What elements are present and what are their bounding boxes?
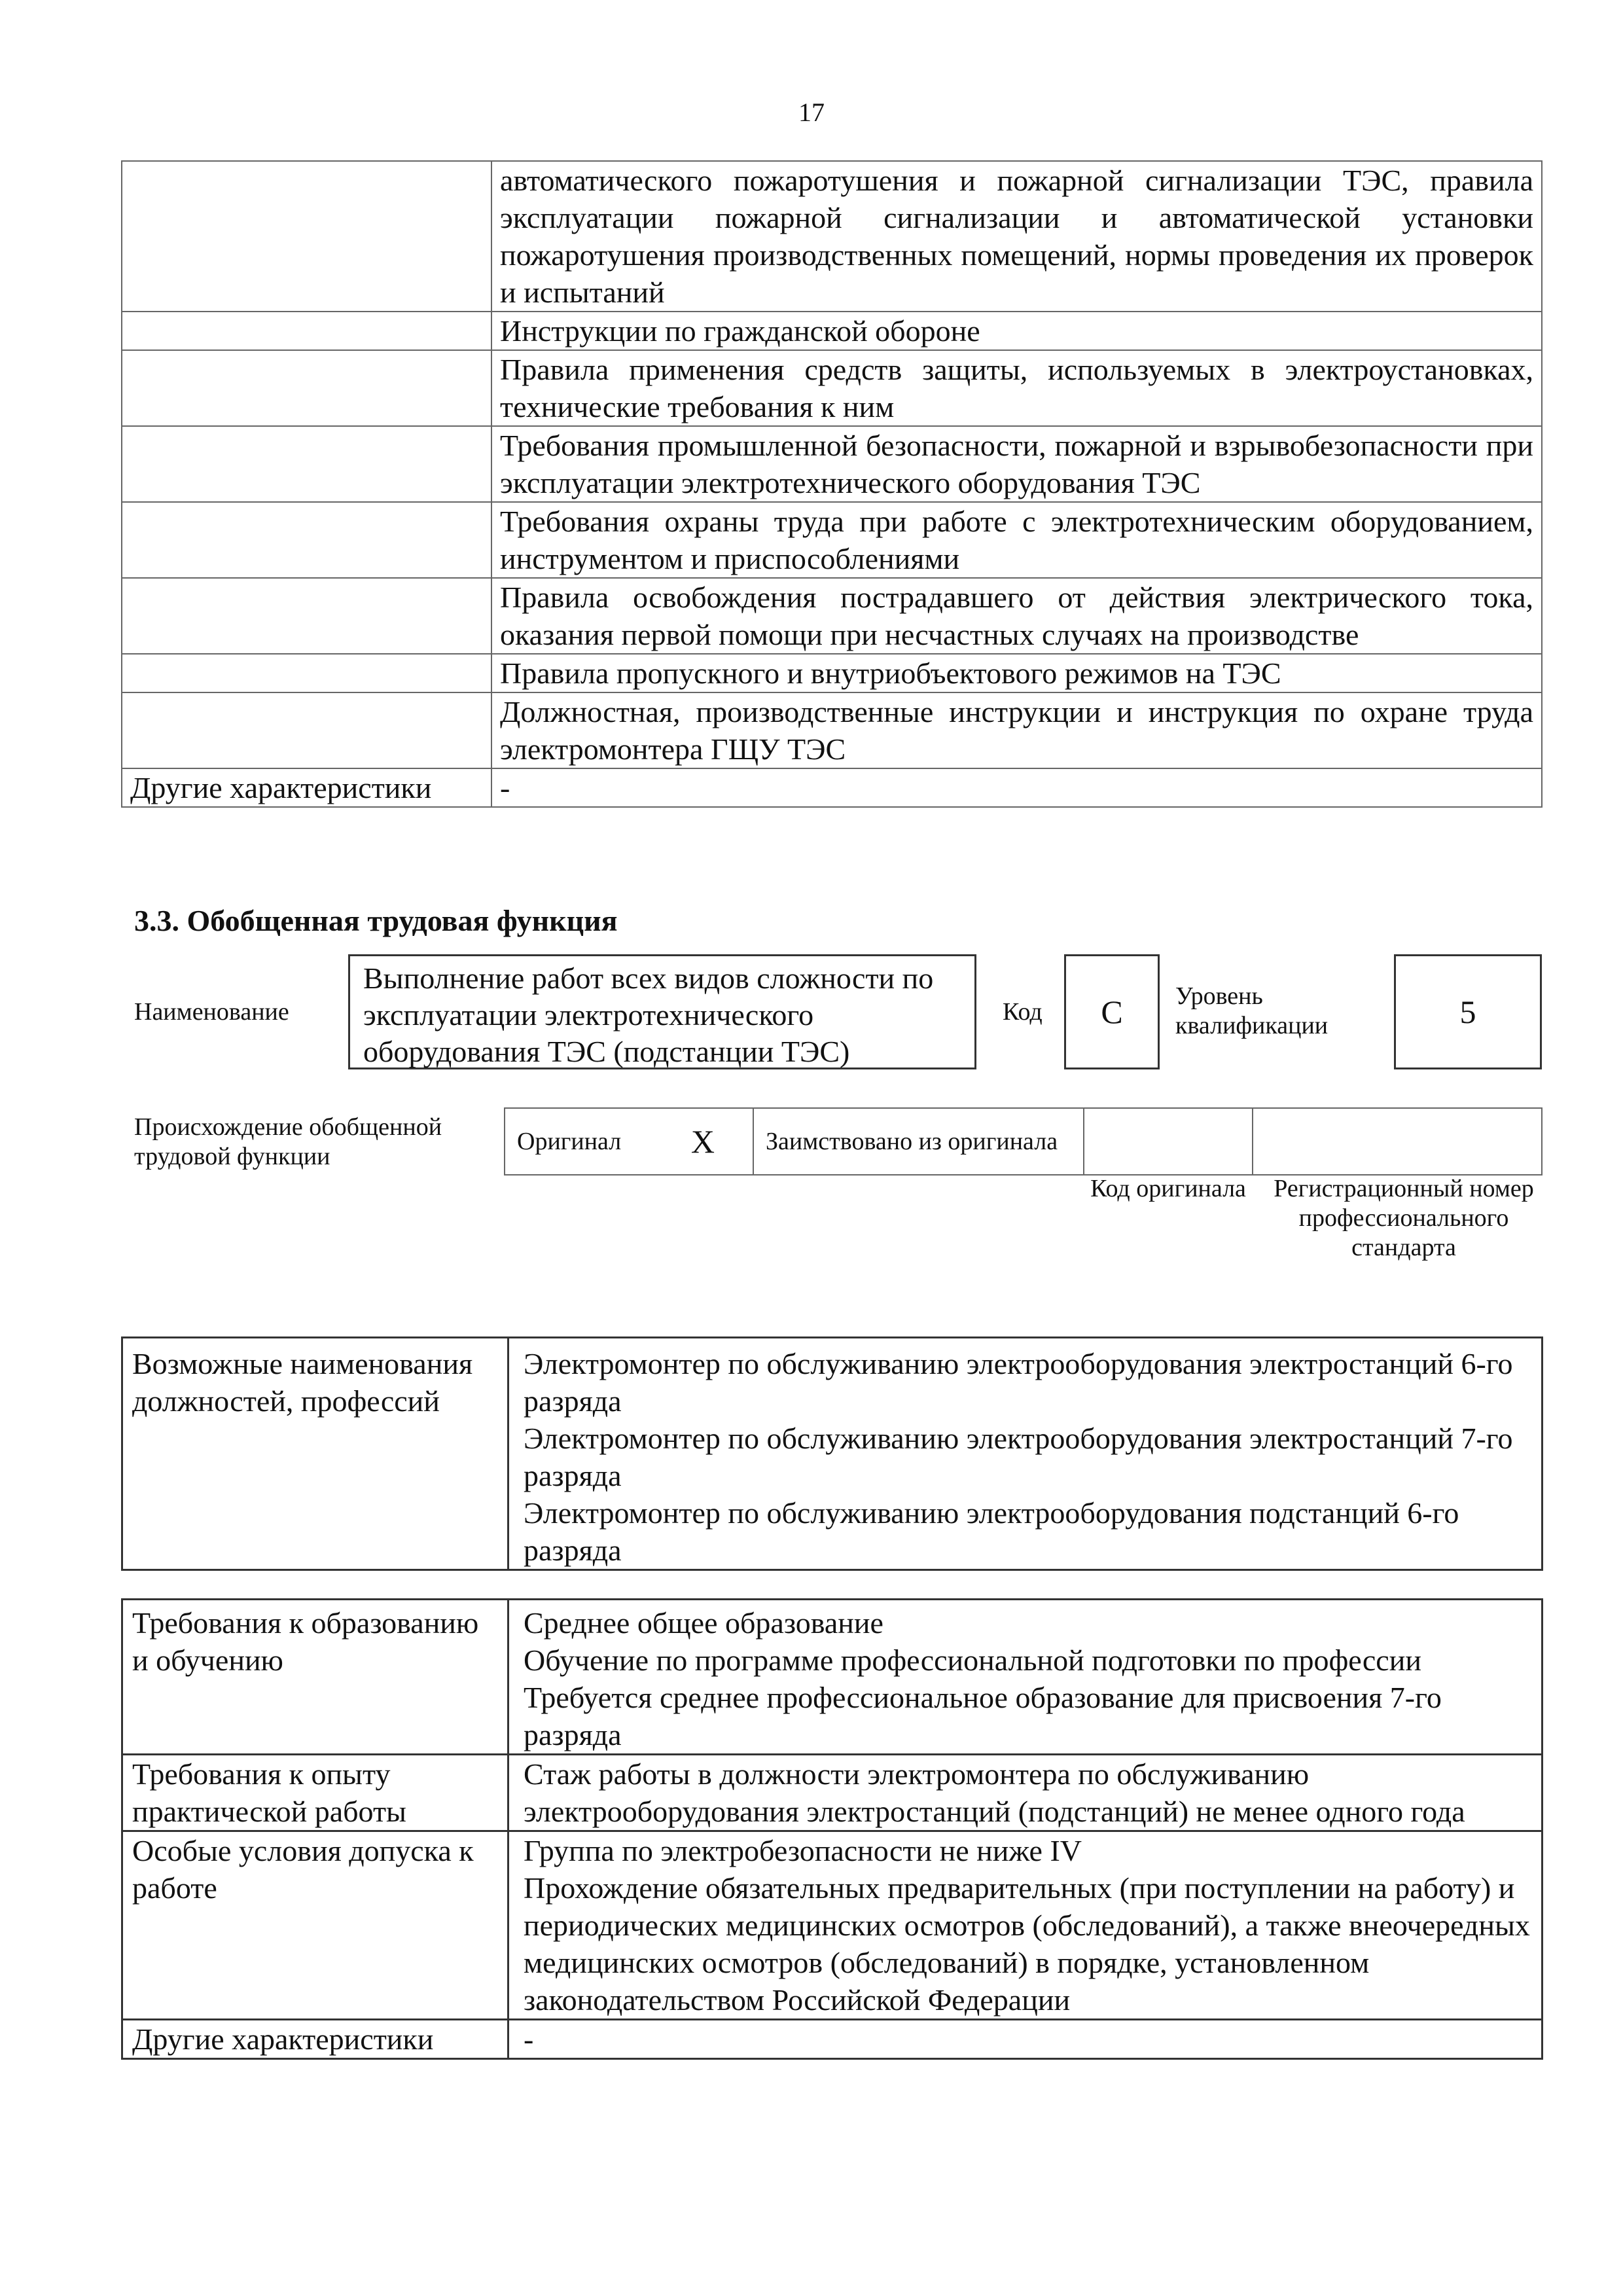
table-row xyxy=(122,768,1542,807)
original-mark: Х xyxy=(690,1122,715,1160)
row-line: Стаж работы в должности электромонтера по обслуживанию электрооборудования электростанций (подстанций) не менее одного года xyxy=(524,1757,1465,1828)
table-row xyxy=(122,578,1542,654)
row-line: - xyxy=(524,2022,534,2056)
position-item: Электромонтер по обслуживанию электрооборудования электростанций 6-го разряда xyxy=(524,1347,1513,1418)
row-label xyxy=(122,161,491,312)
position-item: Электромонтер по обслуживанию электрооборудования подстанций 6-го разряда xyxy=(524,1496,1459,1567)
table-row xyxy=(122,312,1542,350)
table-row xyxy=(122,350,1542,426)
row-line: Среднее общее образование xyxy=(524,1606,883,1640)
positions-table xyxy=(121,1336,1543,1571)
row-line: Прохождение обязательных предварительных (при поступлении на работу) и периодических медицинских осмотров (обследований), а также внеочередных медицинских осмотров (обследований) в порядке, установленном законодательством Российской Федерации xyxy=(524,1871,1530,2017)
original-label: Оригинал xyxy=(517,1127,622,1155)
positions-label: Возможные наименования должностей, профессий xyxy=(122,1338,508,1570)
row-line: Обучение по программе профессиональной подготовки по профессии xyxy=(524,1643,1421,1677)
row-label: Требования к опыту практической работы xyxy=(122,1755,508,1831)
section-heading: 3.3. Обобщенная трудовая функция xyxy=(134,904,618,937)
original-code-cell xyxy=(1084,1108,1253,1175)
row-label xyxy=(122,692,491,768)
requirements-table xyxy=(121,1598,1543,2060)
row-text: Требования охраны труда при работе с электротехническим оборудованием, инструментом и приспособлениями xyxy=(491,502,1542,578)
level-box: 5 xyxy=(1394,954,1542,1069)
table-row xyxy=(122,1755,1543,1831)
table-row xyxy=(122,2020,1543,2059)
row-label: Требования к образованию и обучению xyxy=(122,1600,508,1755)
row-label: Другие характеристики xyxy=(122,768,491,807)
row-text xyxy=(508,1755,1543,1831)
table-row xyxy=(122,1338,1543,1570)
original-cell xyxy=(505,1108,753,1175)
row-line: Группа по электробезопасности не ниже IV xyxy=(524,1834,1082,1867)
table-row xyxy=(122,1600,1543,1755)
row-text xyxy=(508,2020,1543,2059)
row-label xyxy=(122,654,491,692)
table-row xyxy=(122,692,1542,768)
row-text: Правила пропускного и внутриобъектового режимов на ТЭС xyxy=(491,654,1542,692)
row-text: Правила применения средств защиты, используемых в электроустановках, технические требования к ним xyxy=(491,350,1542,426)
row-text: - xyxy=(491,768,1542,807)
function-name-box: Выполнение работ всех видов сложности по эксплуатации электротехнического оборудования ТЭС (подстанции ТЭС) xyxy=(348,954,976,1069)
level-label: Уровень квалификации xyxy=(1175,982,1329,1039)
table-row xyxy=(122,426,1542,502)
registration-number-cell xyxy=(1253,1108,1542,1175)
name-label: Наименование xyxy=(134,998,289,1026)
registration-number-caption: Регистрационный номер профессионального стандарта xyxy=(1274,1175,1534,1261)
row-text: Должностная, производственные инструкции и инструкция по охране труда электромонтера ГЩУ ТЭС xyxy=(491,692,1542,768)
row-text xyxy=(508,1831,1543,2020)
row-label: Другие характеристики xyxy=(122,2020,508,2059)
position-item: Электромонтер по обслуживанию электрооборудования электростанций 7-го разряда xyxy=(524,1422,1513,1492)
origin-label: Происхождение обобщенной трудовой функции xyxy=(134,1113,442,1170)
row-label xyxy=(122,578,491,654)
table-row xyxy=(505,1108,1542,1175)
original-code-caption: Код оригинала xyxy=(1090,1175,1246,1202)
row-label xyxy=(122,350,491,426)
table-row xyxy=(122,654,1542,692)
knowledge-table-continued xyxy=(121,160,1543,808)
table-row xyxy=(122,161,1542,312)
page-number: 17 xyxy=(798,98,825,127)
row-label xyxy=(122,426,491,502)
row-text xyxy=(508,1600,1543,1755)
row-label: Особые условия допуска к работе xyxy=(122,1831,508,2020)
row-label xyxy=(122,312,491,350)
origin-table xyxy=(504,1107,1543,1175)
row-label xyxy=(122,502,491,578)
row-text: Правила освобождения пострадавшего от действия электрического тока, оказания первой помощи при несчастных случаях на производстве xyxy=(491,578,1542,654)
row-text: автоматического пожаротушения и пожарной сигнализации ТЭС, правила эксплуатации пожарной сигнализации и автоматической установки пожаротушения производственных помещений, нормы проведения их проверок и испытаний xyxy=(491,161,1542,312)
table-row xyxy=(122,502,1542,578)
code-box: С xyxy=(1064,954,1160,1069)
table-row xyxy=(122,1831,1543,2020)
row-text: Требования промышленной безопасности, пожарной и взрывобезопасности при эксплуатации электротехнического оборудования ТЭС xyxy=(491,426,1542,502)
row-text: Инструкции по гражданской обороне xyxy=(491,312,1542,350)
row-line: Требуется среднее профессиональное образование для присвоения 7-го разряда xyxy=(524,1681,1442,1751)
positions-list xyxy=(508,1338,1543,1570)
borrowed-label: Заимствовано из оригинала xyxy=(753,1108,1084,1175)
code-label: Код xyxy=(1003,998,1043,1026)
